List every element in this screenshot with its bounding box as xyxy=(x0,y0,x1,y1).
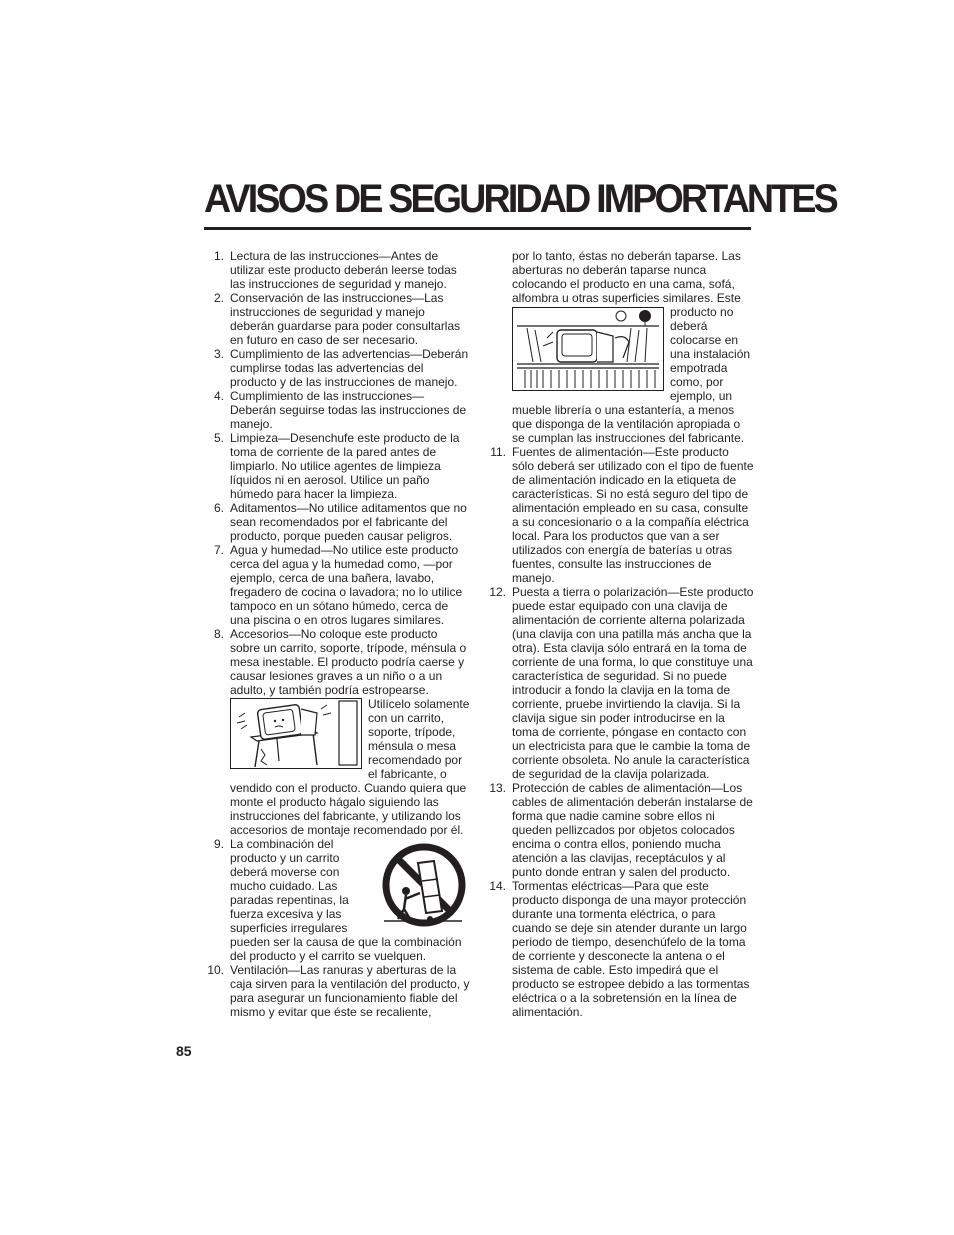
item-text: Limpieza—Desenchufe este producto de la toma de corriente de la pared antes de limpiarlo. No utilice agentes de limpieza líquidos ni en aerosol. Utilice un paño húmedo para hacer la limpieza. xyxy=(230,431,460,501)
item-text: Accesorios—No coloque este producto sobre un carrito, soporte, trípode, ménsula o mesa inestable. El producto podría caerse y causar lesiones graves a un niño o a un adulto, y también podría estropearse. xyxy=(230,627,467,697)
item-text: Protección de cables de alimentación—Los cables de alimentación deberán instalarse de forma que nadie camine sobre ellos ni queden pellizcados por objetos colocados encima o contra ellos, poniendo mucha atención a las clavijas, receptáculos y al punto donde entran y salen del producto. xyxy=(512,781,753,879)
item-number: 4. xyxy=(213,389,224,403)
list-item-10 xyxy=(204,963,470,1019)
item-text: Agua y humedad—No utilice este producto cerca del agua y la humedad como, —por ejemplo, cerca de una bañera, lavabo, fregadero de cocina o lavadora; no lo utilice tampoco en un sótano húmedo, cerca de una piscina o en otros lugares similares. xyxy=(230,543,463,627)
item-text: Cumplimiento de las instrucciones—Deberán seguirse todas las instrucciones de manejo. xyxy=(230,389,467,431)
item-number: 3. xyxy=(213,347,224,361)
item-number: 11. xyxy=(490,445,506,459)
list-item xyxy=(486,445,754,585)
tv-falling-cart-illustration xyxy=(230,698,362,769)
page-number: 85 xyxy=(176,1043,192,1059)
item-text: Lectura de las instrucciones—Antes de utilizar este producto deberán leerse todas las instrucciones de seguridad y manejo. xyxy=(230,249,457,291)
item-number: 8. xyxy=(213,627,224,641)
list-item xyxy=(204,347,470,389)
item-text: Conservación de las instrucciones—Las instrucciones de seguridad y manejo deberán guardarse para poder consultarlas en futuro en caso de ser necesario. xyxy=(230,291,461,347)
right-column xyxy=(486,249,754,1019)
item-text: Fuentes de alimentación—Este producto sólo deberá ser utilizado con el tipo de fuente de alimentación indicado en la etiqueta de características. Si no está seguro del tipo de alimentación empleado en su casa, consulte a su concesionario o a la compañía eléctrica local. Para los productos que van a ser utilizados con energía de baterías u otras fuentes, consulte las instrucciones de manejo. xyxy=(512,445,754,585)
item-10-continuation-text: producto no deberá colocarse en una instalación empotrada como, por ejemplo, un mueble librería o una estantería, a menos que disponga de la ventilación apropiada o se cumplan las instrucciones del fabricante. xyxy=(512,305,751,445)
item-number: 9. xyxy=(213,837,224,851)
list-item xyxy=(204,291,470,347)
list-item-8 xyxy=(204,627,470,837)
item-text-continued: Utilícelo solamente con un carrito, soporte, trípode, ménsula o mesa recomendado por el fabricante, o vendido con el producto. Cuando quiera que monte el producto hágalo siguiendo las instrucciones del fabricante, y utilizando los accesorios de montaje recomendado por él. xyxy=(230,697,470,837)
item-number: 10. xyxy=(207,963,224,977)
ventilation-bookcase-illustration xyxy=(512,307,664,391)
item-10-continuation-figure xyxy=(486,305,754,445)
item-text: Cumplimiento de las advertencias—Deberán cumplirse todas las advertencias del producto y de las instrucciones de manejo. xyxy=(230,347,469,389)
left-item-list xyxy=(204,249,470,627)
list-item xyxy=(486,781,754,879)
item-number: 13. xyxy=(489,781,506,795)
item-number: 2. xyxy=(213,291,224,305)
item-number: 14. xyxy=(489,879,506,893)
item-text: Ventilación—Las ranuras y aberturas de la caja sirven para la ventilación del producto, y para asegurar un funcionamiento fiable del mismo y evitar que éste se recaliente, xyxy=(230,963,470,1019)
right-item-list xyxy=(486,445,754,1019)
item-text: Aditamentos—No utilice aditamentos que no sean recomendados por el fabricante del producto, porque pueden causar peligros. xyxy=(230,501,467,543)
list-item xyxy=(486,879,754,1019)
list-item xyxy=(486,585,754,781)
title-rule xyxy=(204,227,751,230)
item-text: Tormentas eléctricas—Para que este producto disponga de una mayor protección durante una tormenta eléctrica, o para cuando se deje sin atender durante un largo periodo de tiempo, desenchúfelo de la toma de corriente y desconecte la antena o el sistema de cable. Esto impedirá que el producto se estropee debido a las tormentas eléctrica o a la sobretensión en la línea de alimentación. xyxy=(512,879,750,1019)
list-item-9 xyxy=(204,837,470,963)
item-number: 5. xyxy=(213,431,224,445)
item-text: La combinación del producto y un carrito deberá moverse con mucho cuidado. Las paradas repentinas, la fuerza excesiva y las superficies irregulares pueden ser la causa de que la combinación del producto y el carrito se vuelquen. xyxy=(230,837,462,963)
cart-warning-symbol xyxy=(380,841,466,931)
item-number: 1. xyxy=(213,249,224,263)
list-item xyxy=(204,501,470,543)
item-10-continuation: por lo tanto, éstas no deberán taparse. Las aberturas no deberán taparse nunca colocando el producto en una cama, sofá, alfombra u otras superficies similares. Este xyxy=(512,249,741,305)
left-column xyxy=(204,249,470,1019)
list-item xyxy=(204,249,470,291)
item-text: Puesta a tierra o polarización—Este producto puede estar equipado con una clavija de alimentación de corriente alterna polarizada (una clavija con una patilla más ancha que la otra). Esta clavija sólo entrará en la toma de corriente de una forma, lo que constituye una característica de seguridad. Si no puede introducir a fondo la clavija en la toma de corriente, pruebe invirtiendo la clavija. Si la clavija sigue sin poder introducirse en la toma de corriente, póngase en contacto con un electricista para que le cambie la toma de corriente obsoleta. No anule la característica de seguridad de la clavija polarizada. xyxy=(512,585,754,781)
list-item xyxy=(204,543,470,627)
list-item xyxy=(204,431,470,501)
item-number: 6. xyxy=(213,501,224,515)
page-title: AVISOS DE SEGURIDAD IMPORTANTES xyxy=(204,177,836,221)
item-number: 7. xyxy=(213,543,224,557)
list-item xyxy=(204,389,470,431)
item-number: 12. xyxy=(489,585,506,599)
